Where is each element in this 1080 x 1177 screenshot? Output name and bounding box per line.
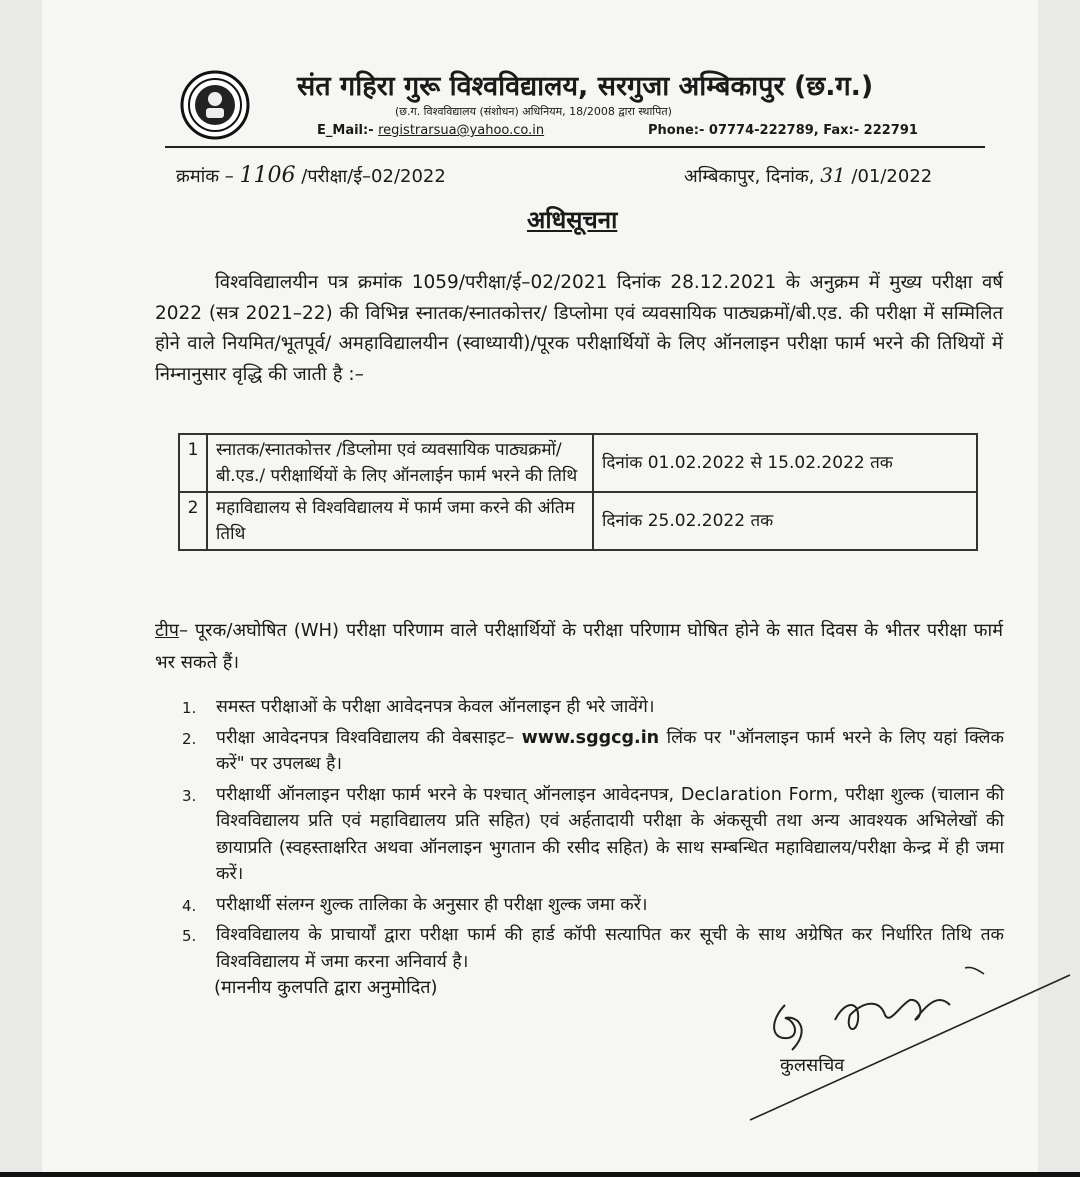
header-divider (165, 146, 985, 148)
email-info (317, 123, 544, 138)
list-item (182, 725, 1004, 778)
schedule-table (178, 433, 978, 551)
item-number: 5. (182, 927, 197, 945)
item-number: 1. (182, 699, 197, 717)
table-row (179, 492, 977, 550)
tip-label: टीप (155, 620, 179, 641)
item-number: 2. (182, 729, 197, 748)
establishment-note: (छ.ग. विश्वविद्यालय (संशोधन) अधिनियम, 18/2008 द्वारा स्थापित) (395, 105, 672, 118)
row-number: 2 (179, 492, 207, 550)
intro-paragraph: विश्वविद्यालयीन पत्र क्रमांक 1059/परीक्षा/ई–02/2021 दिनांक 28.12.2021 के अनुक्रम में मुख्य परीक्षा वर्ष 2022 (सत्र 2021–22) की विभिन्न स्नातक/स्नातकोत्तर/ डिप्लोमा एवं व्यवसायिक पाठ्यक्रमों/बी.एड. की परीक्षा में सम्मिलित होने वाले नियमित/भूतपूर्व/ अमहाविद्यालयीन (स्वाध्यायी)/पूरक परीक्षार्थियों के लिए ऑनलाइन परीक्षा फार्म भरने की तिथियों में निम्नानुसार वृद्धि की जाती है :– (155, 272, 1003, 385)
phone-info: Phone:- 07774-222789, Fax:- 222791 (648, 123, 918, 138)
item-number: 3. (182, 786, 197, 805)
university-name: संत गहिरा गुरू विश्वविद्यालय, सरगुजा अम्बिकापुर (छ.ग.) (297, 71, 874, 102)
approval-note: (माननीय कुलपति द्वारा अनुमोदित) (214, 977, 438, 998)
reference-suffix: /परीक्षा/ई–02/2022 (295, 166, 446, 187)
signatory-title: कुलसचिव (780, 1055, 845, 1076)
email-label: E_Mail:- (317, 123, 379, 138)
university-seal-logo (180, 70, 250, 140)
row-description: स्नातक/स्नातकोत्तर /डिप्लोमा एवं व्यवसायिक पाठ्यक्रमों/बी.एड./ परीक्षार्थियों के लिए ऑनलाईन फार्म भरने की तिथि (207, 434, 593, 492)
notice-title: अधिसूचना (527, 206, 618, 234)
item-text: विश्वविद्यालय के प्राचार्यों द्वारा परीक्षा फार्म की हार्ड कॉपी सत्यापित कर सूची के साथ अग्रेषित कर निर्धारित तिथि तक विश्वविद्यालय में जमा करना अनिवार्य है। (216, 925, 1004, 972)
item-text: परीक्षार्थी संलग्न शुल्क तालिका के अनुसार ही परीक्षा शुल्क जमा करें। (216, 894, 648, 915)
item-text: परीक्षार्थी ऑनलाइन परीक्षा फार्म भरने के पश्चात् ऑनलाइन आवेदनपत्र, Declaration Form, परीक्षा शुल्क (चालान की विश्वविद्यालय प्रति एवं महाविद्यालय प्रति सहित) एवं अर्हतादायी परीक्षा के अंकसूची तथा अन्य आवश्यक अभिलेखों की छायाप्रति (स्वहस्ताक्षरित अथवा ऑनलाइन भुगतान की रसीद सहित) के साथ सम्बन्धित महाविद्यालय/परीक्षा केन्द्र में ही जमा करें। (216, 784, 1004, 884)
email-address: registrarsua@yahoo.co.in (378, 123, 545, 138)
reference-number (176, 163, 446, 188)
instruction-list (182, 694, 1004, 979)
tip-note (155, 615, 1003, 679)
list-item (182, 782, 1004, 888)
item-text: परीक्षा आवेदनपत्र विश्वविद्यालय की वेबसाइट– (216, 727, 522, 748)
date-day-handwritten: 31 (820, 163, 846, 187)
bottom-edge (0, 1172, 1080, 1177)
reference-prefix: क्रमांक – (176, 166, 240, 187)
handwritten-signature (740, 960, 1080, 1130)
tip-text: – पूरक/अघोषित (WH) परीक्षा परिणाम वाले परीक्षार्थियों के परीक्षा परिणाम घोषित होने के सात दिवस के भीतर परीक्षा फार्म भर सकते हैं। (155, 620, 1003, 673)
table-row (179, 434, 977, 492)
list-item (182, 892, 1004, 919)
website-link: www.sggcg.in (521, 727, 660, 748)
item-text: लिंक पर "ऑनलाइन फार्म भरने के लिए यहां क्लिक करें" पर उपलब्ध है। (216, 727, 1004, 774)
reference-number-handwritten: 1106 (239, 163, 296, 188)
list-item (182, 694, 1004, 721)
date-suffix: /01/2022 (845, 166, 933, 187)
item-number: 4. (182, 896, 197, 915)
row-description: महाविद्यालय से विश्वविद्यालय में फार्म जमा करने की अंतिम तिथि (207, 492, 593, 550)
issue-date (684, 163, 932, 188)
row-date: दिनांक 25.02.2022 तक (593, 492, 977, 550)
date-prefix: अम्बिकापुर, दिनांक, (684, 166, 821, 187)
row-number: 1 (179, 434, 207, 492)
item-text: समस्त परीक्षाओं के परीक्षा आवेदनपत्र केवल ऑनलाइन ही भरे जावेंगे। (216, 697, 655, 717)
row-date: दिनांक 01.02.2022 से 15.02.2022 तक (593, 434, 977, 492)
